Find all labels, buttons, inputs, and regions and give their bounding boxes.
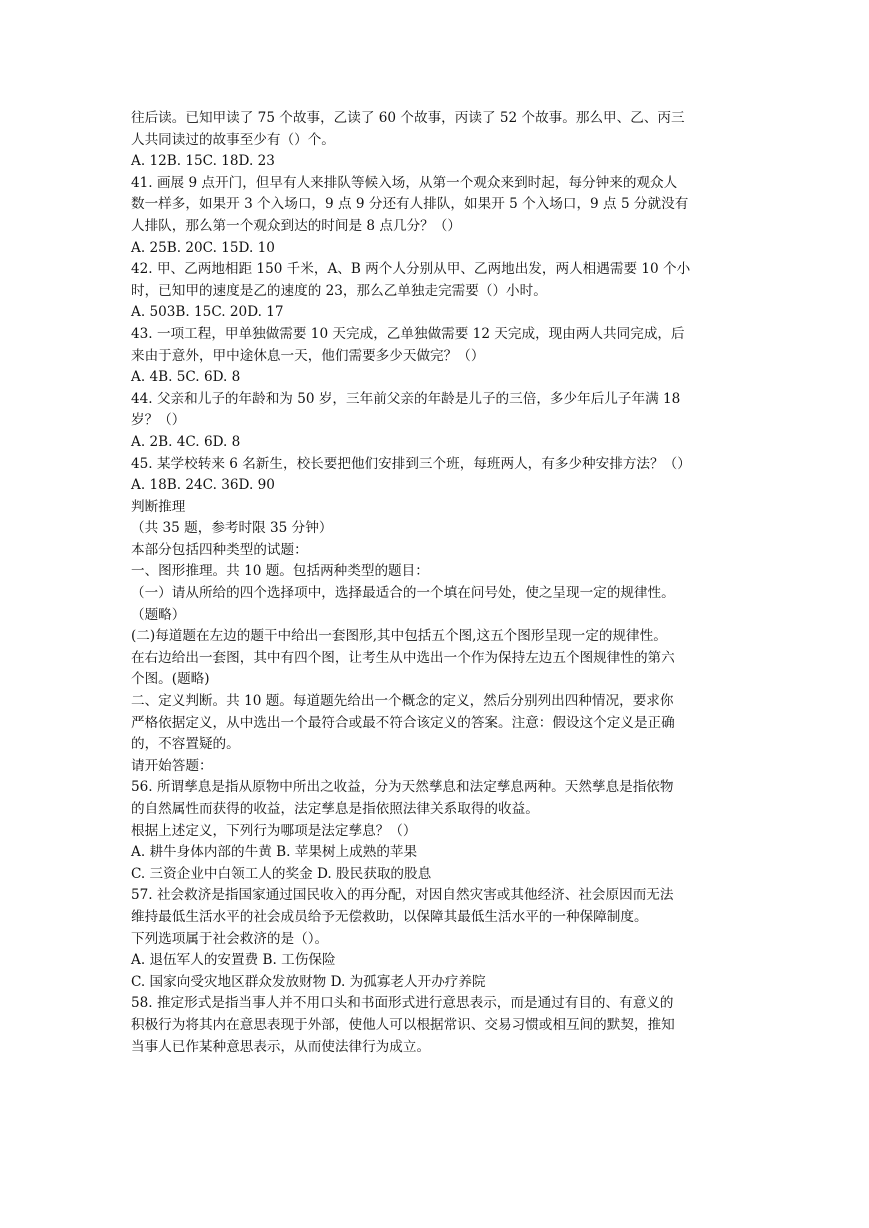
text-line: 人共同读过的故事至少有（）个。 bbox=[131, 131, 335, 148]
text-line: （题略） bbox=[131, 606, 186, 623]
text-line: A. 12B. 15C. 18D. 23 bbox=[131, 153, 275, 170]
text-line: 人排队，那么第一个观众到达的时间是 8 点几分？（） bbox=[131, 217, 461, 234]
text-line: 来由于意外，甲中途休息一天，他们需要多少天做完？（） bbox=[131, 347, 485, 364]
text-line: 个图。(题略) bbox=[131, 671, 210, 688]
text-line: A. 18B. 24C. 36D. 90 bbox=[131, 477, 275, 494]
text-line: 时，已知甲的速度是乙的速度的 23，那么乙单独走完需要（）小时。 bbox=[131, 282, 547, 299]
text-line: 维持最低生活水平的社会成员给予无偿救助，以保障其最低生活水平的一种保障制度。 bbox=[131, 908, 648, 925]
text-line: A. 2B. 4C. 6D. 8 bbox=[131, 433, 241, 450]
text-line: 积极行为将其内在意思表现于外部，使他人可以根据常识、交易习惯或相互间的默契，推知 bbox=[131, 1016, 675, 1033]
text-line: 本部分包括四种类型的试题： bbox=[131, 541, 308, 558]
text-line: 42. 甲、乙两地相距 150 千米，A、B 两个人分别从甲、乙两地出发，两人相遇需要 10 个小 bbox=[131, 261, 691, 278]
text-line: 57. 社会救济是指国家通过国民收入的再分配，对因自然灾害或其他经济、社会原因而无法 bbox=[131, 887, 674, 904]
text-line: 41. 画展 9 点开门，但早有人来排队等候入场，从第一个观众来到时起，每分钟来的观众人 bbox=[131, 174, 678, 191]
document-page bbox=[131, 108, 741, 1058]
text-line: 当事人已作某种意思表示，从而使法律行为成立。 bbox=[131, 1038, 431, 1055]
text-line: 往后读。已知甲读了 75 个故事，乙读了 60 个故事，丙读了 52 个故事。那么甲、乙、丙三 bbox=[131, 110, 685, 126]
text-line: 在右边给出一套图，其中有四个图，让考生从中选出一个作为保持左边五个图规律性的第六 bbox=[131, 649, 675, 666]
text-line: 严格依据定义，从中选出一个最符合或最不符合该定义的答案。注意：假设这个定义是正确 bbox=[131, 714, 675, 731]
text-line: 一、图形推理。共 10 题。包括两种类型的题目： bbox=[131, 563, 429, 580]
text-line: 的自然属性而获得的收益，法定孳息是指依照法律关系取得的收益。 bbox=[131, 801, 539, 817]
text-line: A. 退伍军人的安置费 B. 工伤保险 bbox=[131, 952, 336, 969]
text-line: A. 耕牛身体内部的牛黄 B. 苹果树上成熟的苹果 bbox=[131, 844, 418, 861]
text-line: 58. 推定形式是指当事人并不用口头和书面形式进行意思表示，而是通过有目的、有意义的 bbox=[131, 995, 674, 1012]
text-line: 的，不容置疑的。 bbox=[131, 736, 240, 753]
text-line: A. 503B. 15C. 20D. 17 bbox=[131, 304, 284, 321]
text-line: (二)每道题在左边的题干中给出一套图形,其中包括五个图,这五个图形呈现一定的规律性。 bbox=[131, 628, 667, 645]
text-line: C. 三资企业中白领工人的奖金 D. 股民获取的股息 bbox=[131, 865, 432, 882]
text-line: 请开始答题： bbox=[131, 757, 213, 774]
text-line: 56. 所谓孳息是指从原物中所出之收益，分为天然孳息和法定孳息两种。天然孳息是指依物 bbox=[131, 779, 674, 796]
text-line: 二、定义判断。共 10 题。每道题先给出一个概念的定义，然后分别列出四种情况，要求你 bbox=[131, 693, 674, 710]
text-line: 根据上述定义，下列行为哪项是法定孳息？（） bbox=[131, 822, 417, 839]
text-line: 43. 一项工程，甲单独做需要 10 天完成，乙单独做需要 12 天完成，现由两人共同完成，后 bbox=[131, 325, 685, 342]
text-line: （共 35 题，参考时限 35 分钟） bbox=[131, 520, 333, 537]
text-line: 岁？（） bbox=[131, 412, 186, 429]
text-line: C. 国家向受灾地区群众发放财物 D. 为孤寡老人开办疗养院 bbox=[131, 973, 486, 990]
text-line: 判断推理 bbox=[131, 498, 186, 515]
text-line: 数一样多，如果开 3 个入场口，9 点 9 分还有人排队，如果开 5 个入场口，9 点 5 分就没有 bbox=[131, 196, 689, 213]
text-line: （一）请从所给的四个选择项中，选择最适合的一个填在问号处，使之呈现一定的规律性。 bbox=[131, 585, 675, 602]
text-line: 44. 父亲和儿子的年龄和为 50 岁，三年前父亲的年龄是儿子的三倍，多少年后儿子年满 18 bbox=[131, 390, 681, 407]
text-line: A. 4B. 5C. 6D. 8 bbox=[131, 369, 241, 386]
text-line: A. 25B. 20C. 15D. 10 bbox=[131, 239, 275, 256]
text-line: 下列选项属于社会救济的是（）。 bbox=[131, 930, 329, 947]
text-line: 45. 某学校转来 6 名新生，校长要把他们安排到三个班，每班两人，有多少种安排方法？（） bbox=[131, 455, 691, 472]
